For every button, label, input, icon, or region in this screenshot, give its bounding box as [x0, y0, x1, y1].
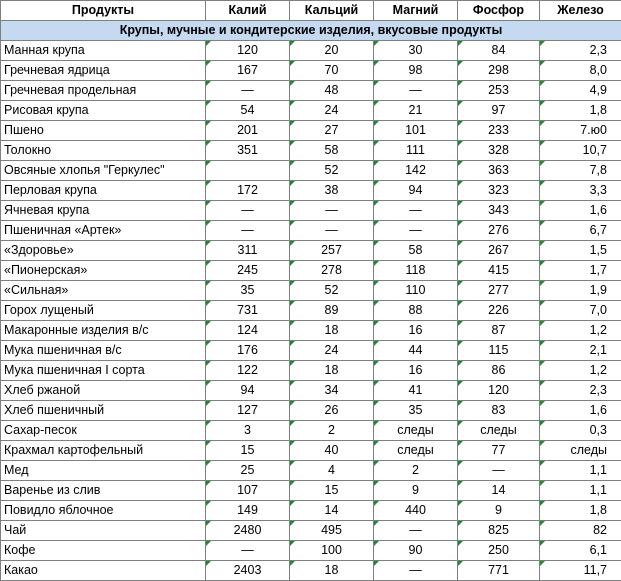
cell-magnesium[interactable]: 21	[374, 101, 458, 121]
cell-product[interactable]: Мука пшеничная I сорта	[1, 361, 206, 381]
table-row	[1, 61, 621, 81]
table-row	[1, 361, 621, 381]
cell-iron[interactable]: 7.ю0	[540, 121, 621, 141]
table-row	[1, 521, 621, 541]
cell-calcium[interactable]: 24	[290, 341, 374, 361]
cell-magnesium[interactable]: 94	[374, 181, 458, 201]
cell-potassium[interactable]: 25	[206, 461, 290, 481]
cell-calcium[interactable]: 18	[290, 361, 374, 381]
cell-calcium[interactable]: 48	[290, 81, 374, 101]
cell-phosphorus[interactable]: 120	[458, 381, 540, 401]
cell-iron[interactable]: 1,8	[540, 101, 621, 121]
cell-magnesium[interactable]: 440	[374, 501, 458, 521]
cell-magnesium[interactable]: 35	[374, 401, 458, 421]
table-row	[1, 341, 621, 361]
cell-iron[interactable]: 4,9	[540, 81, 621, 101]
table-row	[1, 281, 621, 301]
cell-calcium[interactable]: 4	[290, 461, 374, 481]
cell-magnesium[interactable]: 118	[374, 261, 458, 281]
cell-phosphorus[interactable]: 363	[458, 161, 540, 181]
cell-calcium[interactable]: 27	[290, 121, 374, 141]
cell-potassium[interactable]: 54	[206, 101, 290, 121]
cell-phosphorus[interactable]: 226	[458, 301, 540, 321]
cell-iron[interactable]: 1,9	[540, 281, 621, 301]
cell-iron[interactable]: 1,2	[540, 321, 621, 341]
cell-phosphorus[interactable]: 83	[458, 401, 540, 421]
cell-iron[interactable]: 0,3	[540, 421, 621, 441]
table-row	[1, 81, 621, 101]
cell-potassium[interactable]: 2403	[206, 561, 290, 581]
cell-magnesium[interactable]: —	[374, 561, 458, 581]
cell-phosphorus[interactable]: 253	[458, 81, 540, 101]
cell-potassium[interactable]	[206, 161, 290, 181]
cell-product[interactable]: Хлеб ржаной	[1, 381, 206, 401]
cell-potassium[interactable]: 35	[206, 281, 290, 301]
cell-potassium[interactable]: 2480	[206, 521, 290, 541]
cell-magnesium[interactable]: —	[374, 201, 458, 221]
cell-product[interactable]: Гречневая ядрица	[1, 61, 206, 81]
table-row	[1, 241, 621, 261]
cell-magnesium[interactable]: 16	[374, 361, 458, 381]
cell-calcium[interactable]: 24	[290, 101, 374, 121]
cell-phosphorus[interactable]: 267	[458, 241, 540, 261]
cell-iron[interactable]: 10,7	[540, 141, 621, 161]
cell-potassium[interactable]: —	[206, 221, 290, 241]
cell-product[interactable]: Чай	[1, 521, 206, 541]
cell-potassium[interactable]: 3	[206, 421, 290, 441]
cell-phosphorus[interactable]: 276	[458, 221, 540, 241]
cell-product[interactable]: Толокно	[1, 141, 206, 161]
cell-iron[interactable]: 2,3	[540, 381, 621, 401]
cell-phosphorus[interactable]: 77	[458, 441, 540, 461]
cell-potassium[interactable]: 149	[206, 501, 290, 521]
cell-product[interactable]: Ячневая крупа	[1, 201, 206, 221]
cell-phosphorus[interactable]: 86	[458, 361, 540, 381]
cell-calcium[interactable]: 40	[290, 441, 374, 461]
cell-product[interactable]: «Здоровье»	[1, 241, 206, 261]
cell-iron[interactable]: 1,6	[540, 401, 621, 421]
cell-product[interactable]: Повидло яблочное	[1, 501, 206, 521]
cell-magnesium[interactable]: 41	[374, 381, 458, 401]
header-row	[1, 1, 621, 21]
cell-calcium[interactable]: 100	[290, 541, 374, 561]
table-row	[1, 481, 621, 501]
cell-potassium[interactable]: 167	[206, 61, 290, 81]
table-row	[1, 401, 621, 421]
cell-potassium[interactable]: 201	[206, 121, 290, 141]
cell-product[interactable]: «Сильная»	[1, 281, 206, 301]
table-row	[1, 261, 621, 281]
cell-product[interactable]: Варенье из слив	[1, 481, 206, 501]
cell-calcium[interactable]: 20	[290, 41, 374, 61]
cell-calcium[interactable]: 2	[290, 421, 374, 441]
cell-potassium[interactable]: 731	[206, 301, 290, 321]
cell-iron[interactable]: 1,8	[540, 501, 621, 521]
cell-calcium[interactable]: 89	[290, 301, 374, 321]
cell-phosphorus[interactable]: 343	[458, 201, 540, 221]
cell-calcium[interactable]: 52	[290, 281, 374, 301]
cell-phosphorus[interactable]: 233	[458, 121, 540, 141]
cell-product[interactable]: Рисовая крупа	[1, 101, 206, 121]
table-row	[1, 441, 621, 461]
cell-product[interactable]: Хлеб пшеничный	[1, 401, 206, 421]
table-row	[1, 101, 621, 121]
cell-iron[interactable]: следы	[540, 441, 621, 461]
header-cell-iron[interactable]: Железо	[540, 1, 621, 21]
cell-potassium[interactable]: 245	[206, 261, 290, 281]
cell-product[interactable]: Манная крупа	[1, 41, 206, 61]
cell-phosphorus[interactable]: 323	[458, 181, 540, 201]
cell-potassium[interactable]: 311	[206, 241, 290, 261]
table-row	[1, 121, 621, 141]
table-row	[1, 181, 621, 201]
cell-magnesium[interactable]: 58	[374, 241, 458, 261]
cell-potassium[interactable]: —	[206, 81, 290, 101]
cell-calcium[interactable]: 278	[290, 261, 374, 281]
cell-phosphorus[interactable]: 9	[458, 501, 540, 521]
cell-iron[interactable]: 8,0	[540, 61, 621, 81]
cell-product[interactable]: Перловая крупа	[1, 181, 206, 201]
cell-calcium[interactable]: 257	[290, 241, 374, 261]
cell-calcium[interactable]: —	[290, 201, 374, 221]
cell-product[interactable]: Макаронные изделия в/с	[1, 321, 206, 341]
cell-calcium[interactable]: 18	[290, 321, 374, 341]
cell-calcium[interactable]: 58	[290, 141, 374, 161]
cell-iron[interactable]: 1,7	[540, 261, 621, 281]
cell-iron[interactable]: 1,5	[540, 241, 621, 261]
cell-phosphorus[interactable]: 277	[458, 281, 540, 301]
cell-magnesium[interactable]: —	[374, 81, 458, 101]
cell-potassium[interactable]: 15	[206, 441, 290, 461]
cell-phosphorus[interactable]: 825	[458, 521, 540, 541]
table-row	[1, 41, 621, 61]
cell-iron[interactable]: 3,3	[540, 181, 621, 201]
cell-magnesium[interactable]: 44	[374, 341, 458, 361]
cell-magnesium[interactable]: 30	[374, 41, 458, 61]
cell-product[interactable]: Крахмал картофельный	[1, 441, 206, 461]
table-row	[1, 381, 621, 401]
cell-phosphorus[interactable]: —	[458, 461, 540, 481]
header-cell-magnesium[interactable]: Магний	[374, 1, 458, 21]
cell-iron[interactable]: 1,1	[540, 481, 621, 501]
cell-potassium[interactable]: —	[206, 541, 290, 561]
cell-phosphorus[interactable]: следы	[458, 421, 540, 441]
cell-potassium[interactable]: 351	[206, 141, 290, 161]
cell-magnesium[interactable]: 16	[374, 321, 458, 341]
cell-iron[interactable]: 1,1	[540, 461, 621, 481]
cell-calcium[interactable]: 70	[290, 61, 374, 81]
cell-magnesium[interactable]: 2	[374, 461, 458, 481]
header-cell-products[interactable]: Продукты	[1, 1, 206, 21]
cell-phosphorus[interactable]: 115	[458, 341, 540, 361]
cell-product[interactable]: Горох лущеный	[1, 301, 206, 321]
cell-potassium[interactable]: —	[206, 201, 290, 221]
cell-magnesium[interactable]: 98	[374, 61, 458, 81]
table-row	[1, 461, 621, 481]
cell-product[interactable]: Сахар-песок	[1, 421, 206, 441]
cell-phosphorus[interactable]: 771	[458, 561, 540, 581]
cell-phosphorus[interactable]: 328	[458, 141, 540, 161]
cell-potassium[interactable]: 120	[206, 41, 290, 61]
cell-calcium[interactable]: 38	[290, 181, 374, 201]
cell-iron[interactable]: 1,6	[540, 201, 621, 221]
cell-potassium[interactable]: 127	[206, 401, 290, 421]
header-cell-potassium[interactable]: Калий	[206, 1, 290, 21]
cell-product[interactable]: Мука пшеничная в/с	[1, 341, 206, 361]
table-row	[1, 161, 621, 181]
table-row	[1, 201, 621, 221]
cell-magnesium[interactable]: следы	[374, 421, 458, 441]
cell-calcium[interactable]: 26	[290, 401, 374, 421]
cell-iron[interactable]: 82	[540, 521, 621, 541]
cell-iron[interactable]: 2,1	[540, 341, 621, 361]
cell-iron[interactable]: 1,2	[540, 361, 621, 381]
cell-phosphorus[interactable]: 14	[458, 481, 540, 501]
cell-phosphorus[interactable]: 298	[458, 61, 540, 81]
cell-calcium[interactable]: 34	[290, 381, 374, 401]
cell-phosphorus[interactable]: 97	[458, 101, 540, 121]
table-row	[1, 541, 621, 561]
cell-iron[interactable]: 6,7	[540, 221, 621, 241]
table-row	[1, 141, 621, 161]
cell-product[interactable]: Пшеничная «Артек»	[1, 221, 206, 241]
cell-phosphorus[interactable]: 87	[458, 321, 540, 341]
section-title-cell[interactable]: Крупы, мучные и кондитерские изделия, вкусовые продукты	[1, 21, 621, 41]
table-row	[1, 221, 621, 241]
cell-product[interactable]: Кофе	[1, 541, 206, 561]
cell-magnesium[interactable]: —	[374, 521, 458, 541]
table-row	[1, 561, 621, 581]
header-cell-phosphorus[interactable]: Фосфор	[458, 1, 540, 21]
table-row	[1, 421, 621, 441]
cell-calcium[interactable]: 14	[290, 501, 374, 521]
cell-phosphorus[interactable]: 415	[458, 261, 540, 281]
cell-calcium[interactable]: 495	[290, 521, 374, 541]
cell-product[interactable]: Какао	[1, 561, 206, 581]
cell-magnesium[interactable]: 101	[374, 121, 458, 141]
cell-magnesium[interactable]: 9	[374, 481, 458, 501]
cell-magnesium[interactable]: 111	[374, 141, 458, 161]
cell-calcium[interactable]: —	[290, 221, 374, 241]
cell-magnesium[interactable]: 110	[374, 281, 458, 301]
cell-magnesium[interactable]: 90	[374, 541, 458, 561]
table-row	[1, 301, 621, 321]
cell-potassium[interactable]: 124	[206, 321, 290, 341]
cell-product[interactable]: Гречневая продельная	[1, 81, 206, 101]
cell-product[interactable]: Овсяные хлопья "Геркулес"	[1, 161, 206, 181]
cell-product[interactable]: «Пионерская»	[1, 261, 206, 281]
cell-calcium[interactable]: 52	[290, 161, 374, 181]
cell-calcium[interactable]: 15	[290, 481, 374, 501]
cell-potassium[interactable]: 94	[206, 381, 290, 401]
cell-potassium[interactable]: 172	[206, 181, 290, 201]
cell-phosphorus[interactable]: 84	[458, 41, 540, 61]
cell-magnesium[interactable]: следы	[374, 441, 458, 461]
table-row	[1, 501, 621, 521]
cell-product[interactable]: Мед	[1, 461, 206, 481]
cell-magnesium[interactable]: 142	[374, 161, 458, 181]
cell-calcium[interactable]: 18	[290, 561, 374, 581]
cell-iron[interactable]: 2,3	[540, 41, 621, 61]
cell-iron[interactable]: 7,0	[540, 301, 621, 321]
cell-magnesium[interactable]: —	[374, 221, 458, 241]
cell-iron[interactable]: 6,1	[540, 541, 621, 561]
cell-iron[interactable]: 11,7	[540, 561, 621, 581]
cell-potassium[interactable]: 122	[206, 361, 290, 381]
cell-iron[interactable]: 7,8	[540, 161, 621, 181]
cell-product[interactable]: Пшено	[1, 121, 206, 141]
cell-potassium[interactable]: 176	[206, 341, 290, 361]
header-cell-calcium[interactable]: Кальций	[290, 1, 374, 21]
cell-magnesium[interactable]: 88	[374, 301, 458, 321]
cell-phosphorus[interactable]: 250	[458, 541, 540, 561]
section-row	[1, 21, 621, 41]
cell-potassium[interactable]: 107	[206, 481, 290, 501]
table-row	[1, 321, 621, 341]
